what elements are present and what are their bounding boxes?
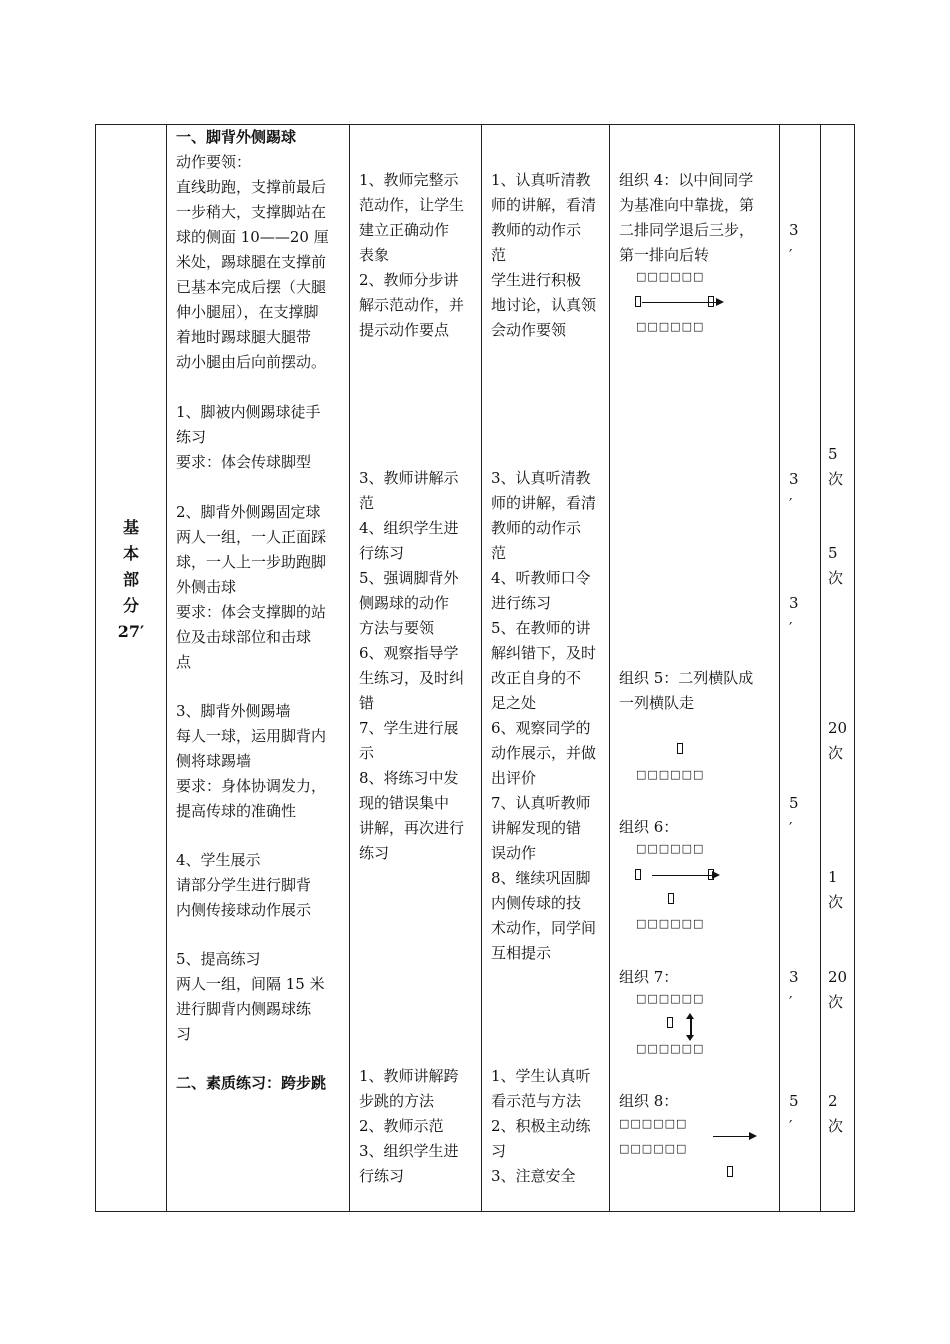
student-activities-3: 1、学生认真听 看示范与方法 2、积极主动练 习 3、注意安全 — [491, 1067, 591, 1185]
formation-row: □□□□□□ — [636, 842, 705, 855]
column-divider — [820, 124, 821, 1212]
exercise-4: 4、学生展示 请部分学生进行脚背 内侧传接球动作展示 — [176, 851, 312, 919]
section-char: 部 — [122, 570, 139, 589]
organization-8-text: 组织 8： — [619, 1092, 679, 1110]
exercise-2: 2、脚背外侧踢固定球 两人一组，一人正面踩 球，一人上一步助跑脚 外侧击球 要求：体会支撑脚的站 位及击球部位和击球 点 — [176, 503, 327, 671]
formation-row: □□□□□□ — [636, 270, 705, 283]
teacher-activities-1: 1、教师完整示 范动作，让学生 建立正确动作 表象 2、教师分步讲 解示范动作，并 提示动作要点 — [359, 171, 465, 339]
time-value: 3 ′ — [789, 470, 799, 513]
student-marker-icon — [635, 869, 641, 880]
content-title-1: 一、脚背外侧踢球 — [176, 128, 297, 146]
teacher-activities-2: 3、教师讲解示 范 4、组织学生进 行练习 5、强调脚背外 侧踢球的动作 方法与要领 6、观察指导学 生练习，及时纠 错 7、学生进行展 示 8、将练习中发 现的错误集中 讲解，再次进行 练习 — [359, 469, 465, 862]
table-border-left — [95, 124, 96, 1212]
repetition-count: 1 次 — [828, 868, 844, 911]
teacher-marker-icon — [635, 296, 641, 307]
repetition-count: 20 次 — [828, 719, 848, 762]
column-divider — [349, 124, 350, 1212]
time-value: 5 ′ — [789, 794, 799, 837]
column-divider — [779, 124, 780, 1212]
formation-row: □□□□□□ — [619, 1117, 688, 1130]
teacher-marker-icon — [668, 893, 674, 904]
exercise-1: 1、脚被内侧踢球徒手 练习 要求：体会传球脚型 — [176, 403, 321, 471]
section-char: 本 — [122, 544, 139, 563]
key-points-text: 直线助跑，支撑前最后 一步稍大，支撑脚站在 球的侧面 10——20 厘 米处，踢球腿在支撑前 已基本完成后摆（大腿 伸小腿屈），在支撑脚 着地时踢球腿大腿带 动小腿由后向前摆动。 — [176, 178, 329, 371]
double-arrow-icon — [690, 1019, 692, 1035]
column-divider — [609, 124, 610, 1212]
time-value: 3 ′ — [789, 221, 799, 264]
student-activities-2: 3、认真听清教 师的讲解，看清 教师的动作示 范 4、听教师口令 进行练习 5、在教师的讲 解纠错下，及时 改正自身的不 足之处 6、观察同学的 动作展示，并做 出评价 7、认真听教师 讲解发现的错 误动作 8、继续巩固脚 内侧传球的技 术动作，同学间 互相提示 — [491, 469, 597, 962]
organization-4-text: 组织 4：以中间同学 为基准向中靠拢，第 二排同学退后三步， 第一排向后转 — [619, 171, 755, 264]
repetition-count: 5 次 — [828, 445, 844, 488]
exercise-3: 3、脚背外侧踢墙 每人一球，运用脚背内 侧将球踢墙 要求：身体协调发力， 提高传球的准确性 — [176, 702, 327, 820]
content-title-2: 二、素质练习：跨步跳 — [176, 1074, 327, 1092]
arrow-right-icon — [652, 875, 714, 876]
teacher-marker-icon — [667, 1017, 673, 1028]
student-activities-1: 1、认真听清教 师的讲解，看清 教师的动作示 范 学生进行积极 地讨论，认真领 会动作要领 — [491, 171, 597, 339]
exercise-5: 5、提高练习 两人一组，间隔 15 米 进行脚背内侧踢球练 习 — [176, 950, 325, 1043]
repetition-count: 5 次 — [828, 544, 844, 587]
column-divider — [166, 124, 167, 1212]
arrow-right-icon — [713, 1136, 751, 1137]
table-bottom-border — [95, 1211, 855, 1212]
teacher-marker-icon — [677, 743, 683, 754]
student-marker-icon — [708, 869, 714, 880]
table-border-right — [854, 124, 855, 1212]
formation-row: □□□□□□ — [636, 320, 705, 333]
section-duration: 27′ — [117, 622, 145, 641]
section-char: 基 — [122, 518, 139, 537]
repetition-count: 20 次 — [828, 968, 848, 1011]
formation-row: □□□□□□ — [636, 1042, 705, 1055]
time-value: 5 ′ — [789, 1092, 799, 1135]
column-divider — [481, 124, 482, 1212]
arrow-right-icon — [642, 302, 718, 303]
key-points-label: 动作要领： — [176, 153, 252, 171]
repetition-count: 2 次 — [828, 1092, 844, 1135]
organization-7-text: 组织 7： — [619, 968, 679, 986]
student-marker-icon — [708, 296, 714, 307]
time-value: 3 ′ — [789, 594, 799, 637]
section-char: 分 — [122, 596, 139, 615]
formation-row: □□□□□□ — [619, 1142, 688, 1155]
formation-row: □□□□□□ — [636, 992, 705, 1005]
teacher-activities-3: 1、教师讲解跨 步跳的方法 2、教师示范 3、组织学生进 行练习 — [359, 1067, 459, 1185]
teacher-marker-icon — [727, 1166, 733, 1177]
section-label — [97, 515, 165, 645]
time-value: 3 ′ — [789, 968, 799, 1011]
formation-row: □□□□□□ — [636, 768, 705, 781]
organization-5-text: 组织 5：二列横队成 一列横队走 — [619, 669, 754, 712]
organization-6-text: 组织 6： — [619, 818, 679, 836]
formation-row: □□□□□□ — [636, 917, 705, 930]
